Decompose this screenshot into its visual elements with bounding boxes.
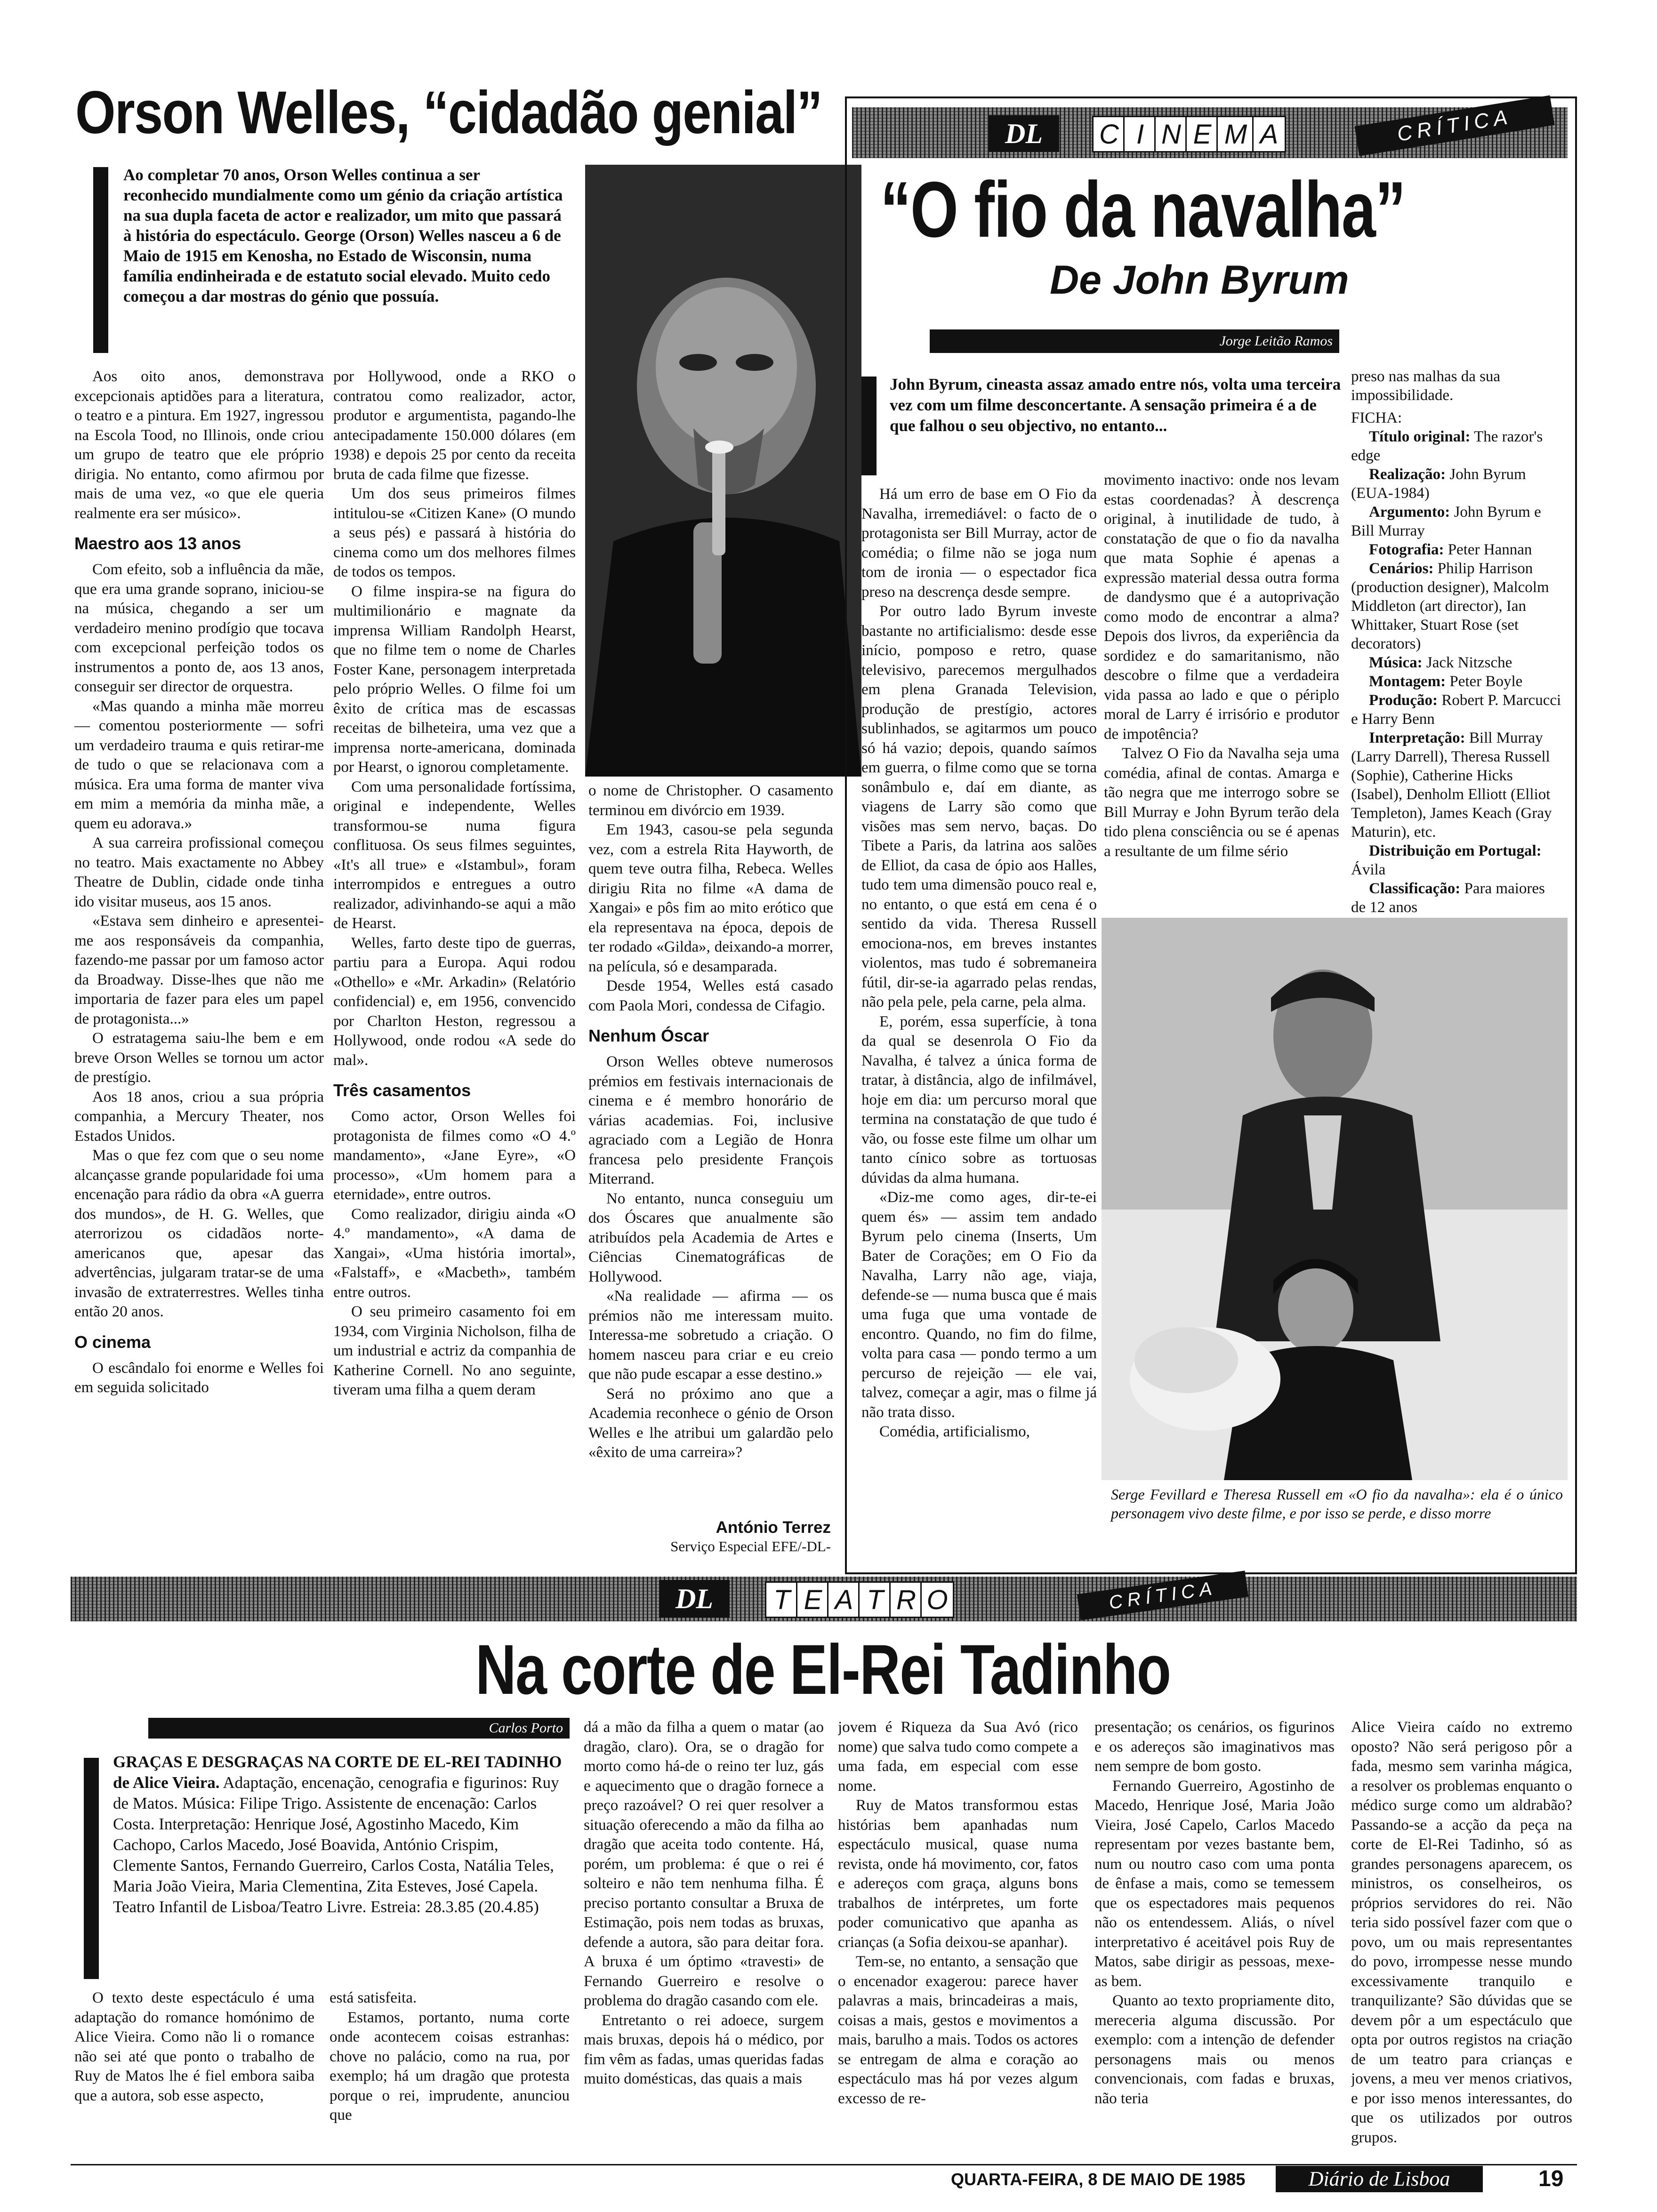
paragraph: Desde 1954, Welles está casado com Paola Mori, condessa de Cifagio. xyxy=(588,978,833,1014)
paragraph: Com uma personalidade fortíssima, original e independente, Welles transformou-se numa figura conflituosa. Os seus filmes seguintes, «It's all true» e «Istambul», foram interrompidos e entregues a outro realizador, adivinhando-se aqui a mão de Hearst. xyxy=(333,778,576,932)
ficha-value: Peter Boyle xyxy=(1449,673,1523,690)
ficha-value: Peter Hannan xyxy=(1448,541,1532,558)
ficha-key: Realização: xyxy=(1369,466,1446,483)
paragraph: por Hollywood, onde a RKO o contratou como realizador, actor, produtor e argumentista, pagando-lhe antecipadamente 150.000 dólares (em 1938) e depois 25 por cento da receita bruta de cada filme que fizesse. xyxy=(333,368,576,483)
film-still xyxy=(1102,918,1568,1480)
footer-date: QUARTA-FEIRA, 8 DE MAIO DE 1985 xyxy=(951,2170,1246,2189)
footer-rule xyxy=(71,2164,1577,2165)
paragraph: Como realizador, dirigiu ainda «O 4.º mandamento», «A dama de Xangai», «Uma história imortal», «Falstaff», e «Macbeth», também entre outros. xyxy=(333,1205,576,1301)
cinema-letter-m: M xyxy=(1216,116,1255,152)
teatro-col-4 xyxy=(838,1718,1078,2160)
paragraph: Com efeito, sob a influência da mãe, que era uma grande soprano, iniciou-se na música, chegando a ser um verdadeiro menino prodígio que tocava com excepcional perfeição todos os instrumentos a ponto de, aos 13 anos, conseguir ser director de orquestra. xyxy=(74,561,324,695)
teatro-letter-e: E xyxy=(796,1581,830,1618)
teatro-letter-o: O xyxy=(920,1581,954,1618)
footer-masthead: Diário de Lisboa xyxy=(1276,2166,1483,2192)
ficha-key: Música: xyxy=(1369,654,1423,671)
ficha-key: Classificação: xyxy=(1369,880,1461,897)
welles-col-3 xyxy=(588,781,833,1515)
ficha-value: Robert P. Marcucci e Harry Benn xyxy=(1351,692,1561,728)
ficha-entry xyxy=(1351,559,1563,653)
paragraph: No entanto, nunca conseguiu um dos Óscares que anualmente são atribuídos pela Academia de Artes e Ciências Cinematográficas de Hollywood. xyxy=(588,1190,833,1285)
ficha-entry xyxy=(1351,653,1563,672)
teatro-col-5 xyxy=(1094,1718,1335,2160)
subhead-maestro: Maestro aos 13 anos xyxy=(74,534,241,553)
paragraph: Em 1943, casou-se pela segunda vez, com a estrela Rita Hayworth, de quem teve outra filha, Rebeca. Welles dirigiu Rita no filme «A dama de Xangai» e pôs fim ao mito erótico que ela representava na época, depois de ter rodado «Gilda», deixando-a morrer, na película, só e desamparada. xyxy=(588,821,833,975)
paragraph: Talvez O Fio da Navalha seja uma comédia, afinal de contas. Amarga e tão negra que me interrogo sobre se Bill Murray e John Byrum terão dela tido plena consciência ou se é apenas a resultante de um filme sério xyxy=(1104,745,1339,860)
ficha-entry xyxy=(1351,672,1563,691)
paragraph: o nome de Christopher. O casamento terminou em divórcio em 1939. xyxy=(588,782,833,819)
subhead-casamentos: Três casamentos xyxy=(333,1081,471,1100)
cinema-lead-bar xyxy=(861,377,877,475)
ficha-entry xyxy=(1351,503,1563,540)
paragraph: dá a mão da filha a quem o matar (ao dragão, claro). Ora, se o dragão for morto como há-de o reino ter luz, gás e aquecimento que o dragão fornece a preço razoável? O rei quer resolver a situação oferecendo a mão da filha ao dragão que aceita todo contente. Há, porém, um problema: é que o rei é solteiro e não tem nenhuma filha. É preciso portanto consultar a Bruxa de Estimação, pois nem todas as bruxas, defende a autora, são para deitar fora. A bruxa é um óptimo «travesti» de Fernando Guerreiro e resolve o problema do dragão casando com ele. xyxy=(584,1719,824,2009)
teatro-logo: DL xyxy=(659,1580,730,1618)
cinema-critica-badge: CRÍTICA xyxy=(1355,96,1555,156)
paragraph: Por outro lado Byrum investe bastante no artificialismo: desde esse início, pomposo e retro, quase televisivo, parecemos mergulhados em plena Granada Television, produção de prestígio, actores sublinhados, se agitarmos um pouco só há vazio; depois, quando saímos em guerra, o filme como que se torna sonâmbulo e, daí em diante, as viagens de Larry são como que visões mas sem nervo, baças. Do Tibete a Paris, da latrina aos salões de Elliot, da casa de ópio aos Halles, tudo tem uma dimensão pouco real e, no entanto, o que está em cena é o sentido da vida. Theresa Russell emociona-nos, em breves instantes violentos, mas tudo é sobremaneira fútil, dir-se-ia agarrado pelas rendas, não pela pele, pela carne, pela alma. xyxy=(861,603,1097,1010)
cinema-subhead: De John Byrum xyxy=(1050,257,1349,303)
paragraph: Entretanto o rei adoece, surgem mais bruxas, depois há o médico, por fim vêm as fadas, umas queridas fadas muito domésticas, das quais a mais xyxy=(584,2012,824,2087)
welles-author: António Terrez xyxy=(716,1518,831,1537)
teatro-lead-rest: Adaptação, encenação, cenografia e figurinos: Ruy de Matos. Música: Filipe Trigo. Assistente de encenação: Carlos Costa. Interpretação: Henrique José, Agostinho Macedo, Kim Cachopo, Carlos Macedo, José Boavida, António Crispim, Clemente Santos, Fernando Guerreiro, Carlos Costa, Natália Teles, Maria João Vieira, Maria Clementina, Zita Esteves, José Capela. Teatro Infantil de Lisboa/Teatro Livre. Estreia: 28.3.85 (20.4.85) xyxy=(113,1773,559,1916)
subhead-oscar: Nenhum Óscar xyxy=(588,1026,709,1045)
ficha-entry xyxy=(1351,729,1563,842)
teatro-byline: Carlos Porto xyxy=(148,1718,570,1739)
teatro-critica-badge: CRÍTICA xyxy=(1077,1571,1248,1620)
teatro-headline: Na corte de El-Rei Tadinho xyxy=(475,1630,1171,1709)
cinema-col-1 xyxy=(861,485,1097,1565)
cinema-col-2 xyxy=(1104,471,1339,918)
paragraph: Ruy de Matos transformou estas histórias bem apanhadas num espectáculo musical, quase numa revista, onde há movimento, cor, fatos e adereços com graça, alguns bons trabalhos de intérpretes, um forte poder comunicativo que apanha as crianças (a Sofia deixou-se apanhar). xyxy=(838,1797,1078,1951)
paragraph: «Diz-me como ages, dir-te-ei quem és» — assim tem andado Byrum pelo cinema (Inserts, Um Bater de Corações; em O Fio da Navalha, Larry não age, viaja, defende-se — numa busca que é mais uma fuga que uma vontade de encontro. Quando, no fim do filme, volta para casa — pondo termo a um percurso de rejeição — ele vai, talvez, começar a agir, mas o filme já não trata disso. xyxy=(861,1189,1097,1421)
welles-headline: Orson Welles, “cidadão genial” xyxy=(75,79,822,146)
teatro-col-6 xyxy=(1351,1718,1572,2160)
paragraph: O texto deste espectáculo é uma adaptação do romance homónimo de Alice Vieira. Como não li o romance não sei até que ponto o trabalho de Ruy de Matos lhe é fiel embora saiba que a autora, sob esse aspecto, xyxy=(74,1989,314,2104)
cinema-byline: Jorge Leitão Ramos xyxy=(930,329,1339,353)
paragraph: A sua carreira profissional começou no teatro. Mais exactamente no Abbey Theatre de Dublin, cidade onde tinha ido visitar museus, aos 15 anos. xyxy=(74,834,324,910)
ficha-entry xyxy=(1351,691,1563,729)
ficha-key: Fotografia: xyxy=(1369,541,1444,558)
paragraph: Há um erro de base em O Fio da Navalha, irremediável: o facto de o protagonista ser Bill Murray, actor de comédia; o filme não se joga num tom de ironia — o espectador fica preso na descrença desde sempre. xyxy=(861,486,1097,601)
cinema-letter-c: C xyxy=(1092,116,1126,152)
teatro-letter-a: A xyxy=(827,1581,861,1618)
paragraph: Estamos, portanto, numa corte onde acontecem coisas estranhas: chove no palácio, como na rua, por exemplo; há um dragão que protesta porque o rei, imprudente, anunciou que xyxy=(330,2009,570,2124)
teatro-lead xyxy=(113,1752,565,1917)
ficha-entry xyxy=(1351,427,1563,465)
paragraph: Um dos seus primeiros filmes intitulou-se «Citizen Kane» (O mundo a seus pés) e passará à história do cinema como um dos melhores filmes de todos os tempos. xyxy=(333,485,576,580)
paragraph: Quanto ao texto propriamente dito, mereceria alguma discussão. Por exemplo: com a intenção de defender personagens mais ou menos convencionais, com fadas e bruxas, não teria xyxy=(1094,1992,1335,2107)
teatro-col-1 xyxy=(74,1988,314,2186)
welles-photo xyxy=(585,165,861,777)
ficha-value: Bill Murray (Larry Darrell), Theresa Russell (Sophie), Catherine Hicks (Isabel), Denholm Elliott (Elliot Templeton), James Keach (Gray Maturin), etc. xyxy=(1351,729,1552,841)
paragraph: «Mas quando a minha mãe morreu — comentou posteriormente — sofri um verdadeiro trauma e quis retirar-me de tudo o que se relacionava com a música. Era uma forma de manter viva em mim a memória da minha mãe, a quem eu adorava.» xyxy=(74,697,324,832)
paragraph: preso nas malhas da sua impossibilidade. xyxy=(1351,368,1501,404)
ficha-key: Produção: xyxy=(1369,692,1438,709)
ficha-value: Jack Nitzsche xyxy=(1426,654,1512,671)
paragraph: Tem-se, no entanto, a sensação que o encenador exagerou: parece haver palavras a mais, brincadeiras a mais, coisas a mais, gestos e movimentos a mais, barulho a mais. Todos os actores se entregam de alma e coração ao espectáculo mas há por vezes algum excesso de re- xyxy=(838,1953,1078,2107)
paragraph: Aos oito anos, demonstrava excepcionais aptidões para a literatura, o teatro e a pintura. Em 1927, ingressou na Escola Tood, no Illinois, onde criou um grupo de teatro que ele próprio dirigia. No entanto, como afirmou por mais de uma vez, «o que ele queria realmente era ser músico». xyxy=(74,368,324,522)
film-caption: Serge Fevillard e Theresa Russell em «O fio da navalha»: ela é o único personagem vivo deste filme, e por isso se perde, e disso morre xyxy=(1111,1486,1563,1522)
ficha-value: The razor's edge xyxy=(1351,428,1543,464)
ficha-entry xyxy=(1351,465,1563,503)
ficha-key: Montagem: xyxy=(1369,673,1446,690)
ficha-entry xyxy=(1351,879,1563,917)
cinema-letter-a: A xyxy=(1252,116,1286,152)
cinema-letter-i: I xyxy=(1123,116,1157,152)
cinema-headline: “O fio da navalha” xyxy=(880,165,1406,254)
welles-lead: Ao completar 70 anos, Orson Welles continua a ser reconhecido mundialmente como um génio da criação artística na sua dupla faceta de actor e realizador, um mito que passará à história do espectáculo. George (Orson) Welles nasceu a 6 de Maio de 1915 em Kenosha, no Estado de Wisconsin, numa família endinheirada e de estatuto social elevado. Muito cedo começou a dar mostras do génio que possuía. xyxy=(123,166,563,305)
welles-lead-bar xyxy=(93,167,108,353)
cinema-logo: DL xyxy=(989,115,1059,152)
welles-portrait xyxy=(585,165,861,777)
ficha-value: Ávila xyxy=(1351,861,1386,878)
paragraph: O estratagema saiu-lhe bem e em breve Orson Welles se tornou um actor de prestígio. xyxy=(74,1030,324,1086)
paragraph: jovem é Riqueza da Sua Avó (rico nome) que salva tudo como compete a uma fada, em especial com esse nome. xyxy=(838,1719,1078,1795)
teatro-letter-t: T xyxy=(765,1581,799,1618)
ficha-key: Argumento: xyxy=(1369,504,1450,521)
paragraph: E, porém, essa superfície, à tona da qual se desenrola O Fio da Navalha, é talvez a única forma de tratar, à distância, algo de infilmável, hoje em dia: um percurso moral que termina na constatação de que tudo é vão, ou fosse este filme um olhar um tanto cínico sobre as tortuosas dúvidas da alma humana. xyxy=(861,1013,1097,1186)
paragraph: Orson Welles obteve numerosos prémios em festivais internacionais de cinema e é membro honorário de várias academias. Foi, inclusive agraciado com a Legião de Honra francesa pelo presidente François Miterrand. xyxy=(588,1053,833,1187)
paragraph: presentação; os cenários, os figurinos e os adereços são imaginativos mas nem sempre de bom gosto. xyxy=(1094,1719,1335,1775)
ficha-entry xyxy=(1351,540,1563,559)
paragraph: Como actor, Orson Welles foi protagonista de filmes como «O 4.º mandamento», «Jane Eyre», «O processo», «Um homem para a eternidade», entre outros. xyxy=(333,1108,576,1203)
teatro-letter-r: R xyxy=(889,1581,923,1618)
paragraph: Alice Vieira caído no extremo oposto? Não será perigoso pôr a fada, mesmo sem varinha mágica, a resolver os problemas enquanto o médico surge como um aldrabão? Passando-se a acção da peça na corte de El-Rei Tadinho, só as grandes personagens aparecem, os ministros, os conselheiros, os próprios servidores do rei. Não teria sido possível fazer com que o povo, um ou mais representantes do povo, irrompesse nesse mundo excessivamente tranquilo e tranquilizante? São dúvidas que se devem pôr a um espectáculo que opta por outros registos na criação de um teatro para crianças e jovens, a meu ver menos criativos, e por isso menos interessantes, do que os utilizados por outros grupos. xyxy=(1351,1719,1572,2146)
paragraph: «Estava sem dinheiro e apresentei-me aos responsáveis da companhia, fazendo-me passar por um famoso actor da Broadway. Disse-lhes que não me importaria de fazer para eles um papel de protagonista...» xyxy=(74,913,324,1027)
paragraph: Mas o que fez com que o seu nome alcançasse grande popularidade foi uma encenação para rádio da obra «A guerra dos mundos», de H. G. Welles, que aterrorizou os cidadãos norte-americanos que, apesar das advertências, julgaram tratar-se de uma invasão de extraterrestres. Welles tinha então 20 anos. xyxy=(74,1147,324,1320)
ficha-key: Título original: xyxy=(1369,428,1471,445)
ficha-key: Cenários: xyxy=(1369,560,1434,577)
paragraph: Welles, farto deste tipo de guerras, partiu para a Europa. Aqui rodou «Othello» e «Mr. Arkadin» (Relatório confidencial) e, em 1956, convencido por Charlton Heston, regressou a Hollywood, onde rodou «A sede do mal». xyxy=(333,934,576,1069)
ficha-key: Distribuição em Portugal: xyxy=(1369,842,1542,859)
teatro-lead-title: GRAÇAS E DESGRAÇAS NA CORTE DE EL-REI TADINHO de Alice Vieira. xyxy=(113,1753,562,1792)
teatro-lead-bar xyxy=(84,1758,99,1979)
ficha-label: FICHA: xyxy=(1351,409,1402,426)
paragraph: Comédia, artificialismo, xyxy=(879,1423,1030,1440)
paragraph: movimento inactivo: onde nos levam estas coordenadas? À descrença original, à inutilidade de tudo, à constatação de que o fio da navalha que mata Sophie é apenas a expressão material dessa outra forma de dandysmo que é a autoprivação como modo de encontrar a alma? Depois dos livros, da experiência da sordidez e do samaritanismo, não descobre o filme que a verdadeira vida passa ao lado e que o périplo moral de Larry é irrisório e produtor de impotência? xyxy=(1104,472,1339,743)
teatro-letter-t2: T xyxy=(858,1581,892,1618)
paragraph: Será no próximo ano que a Academia reconhece o génio de Orson Welles e lhe atribui um galardão pelo «êxito de uma carreira»? xyxy=(588,1385,833,1461)
welles-author-service: Serviço Especial EFE/-DL- xyxy=(670,1538,831,1555)
welles-col-2 xyxy=(333,367,576,1565)
ficha-key: Interpretação: xyxy=(1369,729,1465,746)
ficha-value: John Byrum (EUA-1984) xyxy=(1351,466,1526,502)
cinema-col-3 xyxy=(1351,367,1563,922)
teatro-col-2 xyxy=(330,1988,570,2186)
paragraph: Aos 18 anos, criou a sua própria companhia, a Mercury Theater, nos Estados Unidos. xyxy=(74,1088,324,1145)
paragraph: está satisfeita. xyxy=(330,1989,417,2006)
paragraph: O escândalo foi enorme e Welles foi em seguida solicitado xyxy=(74,1359,324,1396)
ficha-entry xyxy=(1351,842,1563,879)
welles-col1-text xyxy=(74,367,324,523)
cinema-lead: John Byrum, cineasta assaz amado entre nós, volta uma terceira vez com um filme desconcertante. A sensação primeira é a de que falhou o seu objectivo, no entanto... xyxy=(890,375,1341,435)
footer-page-number: 19 xyxy=(1538,2166,1564,2191)
cinema-letter-e: E xyxy=(1185,116,1219,152)
paragraph: Fernando Guerreiro, Agostinho de Macedo, Henrique José, Maria João Vieira, José Capelo, Carlos Macedo representam por vezes bastante bem, num ou noutro caso com uma ponta de ênfase a mais, como se temessem que os espectadores mais pequenos não os entendessem. Aliás, o nível interpretativo é aceitável pois Ruy de Matos, sabe dirigir as pessoas, mexe-as bem. xyxy=(1094,1777,1335,1990)
ficha-value: Philip Harrison (production designer), Malcolm Middleton (art director), Ian Whittaker, Stuart Rose (set decorators) xyxy=(1351,560,1549,652)
paragraph: «Na realidade — afirma — os prémios não me interessam muito. Interessa-me sobretudo a criação. O homem nasceu para criar e eu creio que não pude escapar a esse destino.» xyxy=(588,1288,833,1383)
ficha-list xyxy=(1351,427,1563,917)
teatro-col-3 xyxy=(584,1718,824,2186)
paragraph: O filme inspira-se na figura do multimilionário e magnate da imprensa William Randolph Hearst, que no filme tem o nome de Charles Foster Kane, personagem interpretada pelo próprio Welles. O filme foi um êxito de crítica mas de escassas receitas de bilheteira, uma vez que a imprensa norte-americana, dominada por Hearst, o ignorou completamente. xyxy=(333,583,576,776)
cinema-letter-n: N xyxy=(1154,116,1188,152)
ficha-value: Para maiores de 12 anos xyxy=(1351,880,1545,916)
paragraph: O seu primeiro casamento foi em 1934, com Virginia Nicholson, filha de um industrial e actriz da companhia de Katherine Cornell. No ano seguinte, tiveram uma filha a quem deram xyxy=(333,1303,576,1398)
subhead-cinema: O cinema xyxy=(74,1332,151,1352)
film-still-image xyxy=(1102,918,1568,1480)
ficha-value: John Byrum e Bill Murray xyxy=(1351,504,1541,539)
welles-col-1 xyxy=(74,367,324,1565)
